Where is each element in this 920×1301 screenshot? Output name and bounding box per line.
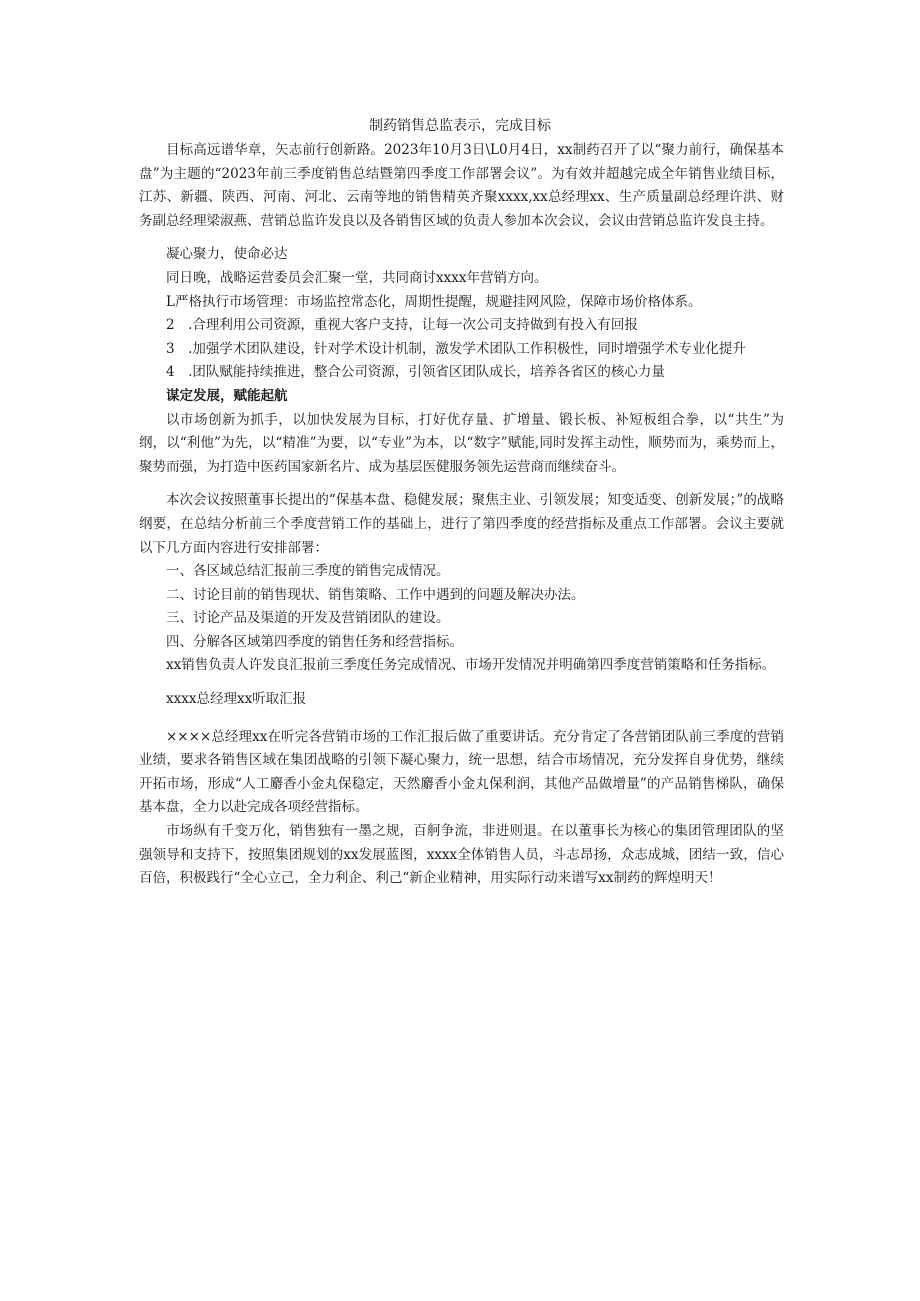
paragraph-strategy: 本次会议按照董事长提出的“保基本盘、稳健发展；聚焦主业、引领发展；知变适变、创新发展；”的战略纲要，在总结分析前三个季度营销工作的基础上，进行了第四季度的经营指标及重点工作部署。会议主要就以下几方面内容进行安排部署： — [139, 492, 784, 556]
list-item-1: L严格执行市场管理：市场监控常态化，周期性提醒，规避挂网风险，保障市场价格体系。 — [166, 293, 702, 310]
section-heading-unite: 凝心聚力，使命必达 — [166, 246, 288, 263]
paragraph-market-innovation: 以市场创新为抓手，以加快发展为目标，打好优存量、扩增量、锻长板、补短板组合拳，以“共生”为纲，以“利他”为先，以“精准”为要，以“专业”为本，以“数字”赋能,同时发挥主动性，顺势而为，乘势而上，聚势而强，为打造中医药国家新名片、成为基层医健服务领先运营商而继续奋斗。 — [139, 411, 784, 475]
list-item-4: 4 .团队赋能持续推进，整合公司资源，引领省区团队成长，培养各省区的核心力量 — [166, 364, 665, 381]
paragraph-closing: 市场纵有千变万化，销售独有一墨之规，百舸争流，非进则退。在以董事长为核心的集团管理团队的坚强领导和支持下，按照集团规划的xx发展蓝图，xxxx全体销售人员，斗志昂扬，众志成城，团结一致，信心百倍，积极践行“全心立己，全力利企、利己“新企业精神，用实际行动来谱写xx制药的辉煌明天！ — [139, 823, 784, 887]
paragraph-sales-report: xx销售负责人许发良汇报前三季度任务完成情况、市场开发情况并明确第四季度营销策略和任务指标。 — [166, 657, 776, 674]
paragraph-evening-meeting: 同日晚，战略运营委员会汇聚一堂，共同商讨xxxx年营销方向。 — [166, 269, 548, 286]
document-body — [139, 139, 784, 891]
section-heading-development: 谋定发展，赋能起航 — [166, 387, 288, 404]
agenda-item-4: 四、分解各区域第四季度的销售任务和经营指标。 — [166, 633, 463, 650]
paragraph-gm-speech: ××××总经理xx在听完各营销市场的工作汇报后做了重要讲话。充分肯定了各营销团队前三季度的营销业绩，要求各销售区域在集团战略的引领下凝心聚力，统一思想，结合市场情况，充分发挥自身优势，继续开拓市场，形成“人工麝香小金丸保稳定，天然麝香小金丸保利润，其他产品做增量”的产品销售梯队，确保基本盘，全力以赴完成各项经营指标。 — [139, 728, 784, 816]
list-item-2: 2 .合理利用公司资源，重视大客户支持，让每一次公司支持做到有投入有回报 — [166, 317, 638, 334]
list-item-3: 3 .加强学术团队建设，针对学术设计机制，激发学术团队工作积极性，同时增强学术专业化提升 — [166, 340, 746, 357]
agenda-item-1: 一、各区域总结汇报前三季度的销售完成情况。 — [166, 563, 450, 580]
paragraph-gm-listens: xxxx总经理xx听取汇报 — [166, 691, 307, 708]
agenda-item-2: 二、讨论目前的销售现状、销售策略、工作中遇到的问题及解决办法。 — [166, 586, 585, 603]
agenda-item-3: 三、讨论产品及渠道的开发及营销团队的建设。 — [166, 610, 450, 627]
paragraph-intro: 目标高远谱华章，矢志前行创新路。2023年10月3日\L0月4日，xx制药召开了以“聚力前行，确保基本盘”为主题的“2023年前三季度销售总结暨第四季度工作部署会议”。为有效并超越完成全年销售业绩目标，江苏、新疆、陕西、河南、河北、云南等地的销售精英齐聚xxxx,xx总经理xx、生产质量副总经理许洪、财务副总经理梁淑燕、营销总监许发良以及各销售区域的负责人参加本次会议，会议由营销总监许发良主持。 — [139, 142, 784, 229]
document-title: 制药销售总监表示，完成目标 — [369, 118, 551, 134]
